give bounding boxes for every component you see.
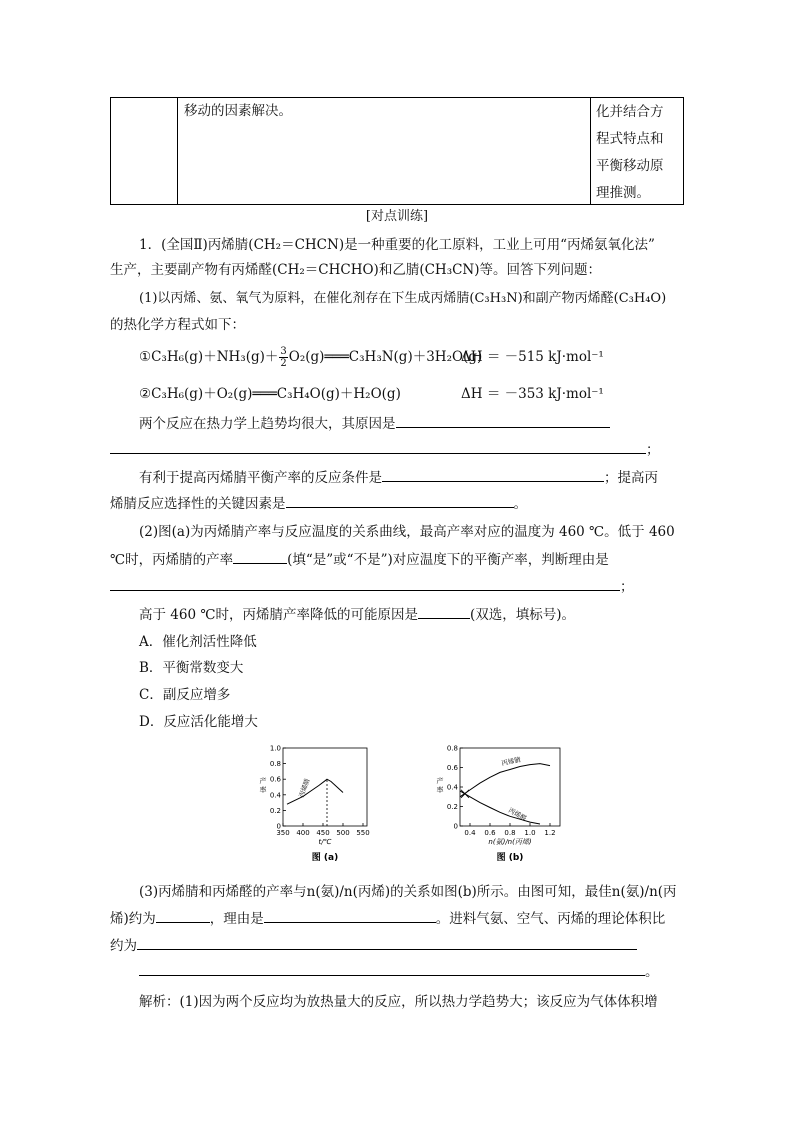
equation-1-right: O₂(g)═══C₃H₃N(g)＋3H₂O(g) — [288, 349, 483, 365]
y-axis-label: 率 — [436, 786, 444, 794]
part1-line: 的热化学方程式如下： — [110, 317, 245, 333]
table-right-line: 化并结合方 — [596, 104, 664, 120]
x-axis-label: n(氨)/n(丙烯) — [488, 838, 532, 846]
y-tick-label: 0.8 — [446, 744, 458, 753]
y-tick-label: 0 — [276, 822, 281, 831]
option-c: C．副反应增多 — [139, 687, 231, 703]
question-text — [110, 438, 660, 462]
part2-text: ℃时，丙烯腈的产率 — [110, 552, 234, 568]
answer-blank[interactable] — [110, 575, 620, 591]
answer-blank[interactable] — [286, 492, 514, 508]
figure-a-chart — [255, 740, 385, 872]
part1-line: (1)以丙烯、氨、氧气为原料，在催化剂存在下生成丙烯腈(C₃H₃N)和副产物丙烯醛(C₃H₄O) — [139, 291, 667, 306]
y-tick-label: 0.4 — [269, 791, 281, 800]
equation-2-enthalpy: ΔH ＝ －353 kJ·mol⁻¹ — [461, 386, 604, 402]
x-tick-label: 1.0 — [524, 829, 536, 837]
x-tick-label: 550 — [356, 829, 370, 837]
equation-1-left: ①C₃H₆(g)＋NH₃(g)＋ — [139, 349, 279, 365]
answer-blank[interactable] — [233, 548, 287, 564]
question-line: 生产，主要副产物有丙烯醛(CH₂＝CHCHO)和乙腈(CH₃CN)等。回答下列问题： — [110, 262, 602, 278]
x-tick-label: 400 — [296, 829, 310, 837]
question-text — [110, 492, 527, 516]
fraction-numerator: 3 — [280, 346, 287, 357]
y-tick-label: 1.0 — [269, 744, 281, 753]
x-tick-label: 0.6 — [484, 829, 496, 837]
part2-line: (2)图(a)为丙烯腈产率与反应温度的关系曲线，最高产率对应的温度为 460 ℃。低于 460 — [139, 524, 675, 540]
question-text — [139, 412, 610, 436]
x-tick-label: 0.8 — [504, 829, 516, 837]
answer-blank[interactable] — [264, 907, 436, 923]
table-cell-right — [596, 99, 684, 207]
question-reason: 两个反应在热力学上趋势均很大，其原因是 — [139, 416, 396, 432]
equation-2: ②C₃H₆(g)＋O₂(g)═══C₃H₄O(g)＋H₂O(g) — [139, 386, 401, 402]
y-tick-label: 0.2 — [269, 806, 281, 815]
y-tick-label: 0.8 — [269, 760, 281, 769]
series-line-丙烯腈 — [460, 764, 550, 797]
section-label: [对点训练] — [365, 209, 429, 224]
table-fragment — [110, 97, 684, 205]
fraction-denominator: 2 — [280, 358, 287, 369]
series-line-丙烯醛 — [460, 791, 540, 824]
table-right-line: 程式特点和 — [596, 131, 664, 147]
plot-frame — [283, 748, 367, 826]
table-right-line: 平衡移动原 — [596, 158, 664, 174]
part3-line: (3)丙烯腈和丙烯醛的产率与n(氨)/n(丙烯)的关系如图(b)所示。由图可知，最佳n(氨)/n(丙 — [139, 884, 677, 900]
part3-text: 烯)约为 — [110, 911, 156, 927]
x-axis-label: t/℃ — [318, 838, 332, 846]
analysis-text: 解析：(1)因为两个反应均为放热量大的反应，所以热力学趋势大；该反应为气体体积增 — [139, 994, 658, 1010]
figure-b-chart — [420, 740, 570, 872]
question-text — [139, 466, 658, 490]
answer-blank[interactable] — [382, 466, 604, 482]
series-label: 丙烯醛 — [507, 806, 528, 823]
condition-question: 有利于提高丙烯腈平衡产率的反应条件是 — [139, 470, 382, 486]
answer-blank[interactable] — [156, 907, 210, 923]
table-divider — [177, 98, 178, 204]
question-line: 1．(全国Ⅱ)丙烯腈(CH₂＝CHCN)是一种重要的化工原料，工业上可用“丙烯氨氧化法” — [139, 237, 655, 253]
period: 。 — [645, 964, 659, 980]
semicolon: ； — [646, 442, 660, 458]
part2-question-tail: (双选，填标号)。 — [469, 607, 575, 623]
fraction — [279, 346, 287, 369]
table-cell-middle: 移动的因素解决。 — [184, 103, 292, 119]
y-axis-label: 产 — [259, 777, 267, 785]
figure-a-plot — [260, 745, 370, 864]
figure-b-plot — [437, 745, 561, 864]
figure-title: 图 (a) — [311, 853, 339, 863]
equation-1 — [139, 345, 482, 369]
question-text — [139, 603, 575, 627]
answer-blank[interactable] — [396, 412, 610, 428]
question-text — [110, 575, 634, 599]
part3-line — [110, 907, 665, 931]
y-tick-label: 0.6 — [446, 764, 458, 772]
x-tick-label: 1.2 — [544, 829, 556, 837]
y-tick-label: 0.6 — [269, 775, 281, 784]
y-tick-label: 0.2 — [446, 803, 458, 811]
part2-question: 高于 460 ℃时，丙烯腈产率降低的可能原因是 — [139, 607, 418, 623]
y-axis-label: 产 — [436, 777, 444, 785]
part2-text: (填“是”或“不是”)对应温度下的平衡产率，判断理由是 — [287, 552, 609, 568]
x-tick-label: 0.4 — [464, 829, 476, 837]
part3-line — [110, 934, 637, 958]
part3-text: 。进料气氨、空气、丙烯的理论体积比 — [435, 911, 666, 927]
condition-question-tail: ；提高丙 — [604, 470, 658, 486]
x-tick-label: 450 — [316, 829, 330, 837]
option-d: D．反应活化能增大 — [139, 714, 258, 730]
series-line-丙烯腈 — [287, 779, 343, 804]
selectivity-question: 烯腈反应选择性的关键因素是 — [110, 496, 286, 512]
part3-line — [139, 960, 659, 984]
part2-line — [110, 548, 609, 572]
series-label: 丙烯腈 — [500, 755, 522, 768]
period: 。 — [513, 496, 527, 512]
part3-text: ，理由是 — [209, 911, 264, 927]
part3-text: 约为 — [110, 938, 137, 954]
series-label: 丙烯腈 — [297, 777, 312, 799]
x-tick-label: 350 — [276, 829, 290, 837]
option-b: B．平衡常数变大 — [139, 660, 244, 676]
equation-1-enthalpy: ΔH ＝ －515 kJ·mol⁻¹ — [461, 349, 604, 365]
y-tick-label: 0 — [453, 822, 458, 831]
figure-title: 图 (b) — [496, 853, 524, 863]
option-a: A．催化剂活性降低 — [139, 634, 257, 650]
table-right-line: 理推测。 — [596, 185, 650, 201]
y-tick-label: 0.4 — [446, 783, 458, 792]
answer-blank[interactable] — [110, 438, 646, 454]
answer-blank[interactable] — [139, 960, 645, 976]
x-tick-label: 500 — [336, 829, 350, 837]
table-divider — [590, 98, 591, 204]
semicolon: ； — [620, 579, 634, 595]
answer-blank[interactable] — [137, 934, 637, 950]
answer-blank[interactable] — [418, 603, 470, 619]
y-axis-label: 率 — [259, 786, 267, 794]
